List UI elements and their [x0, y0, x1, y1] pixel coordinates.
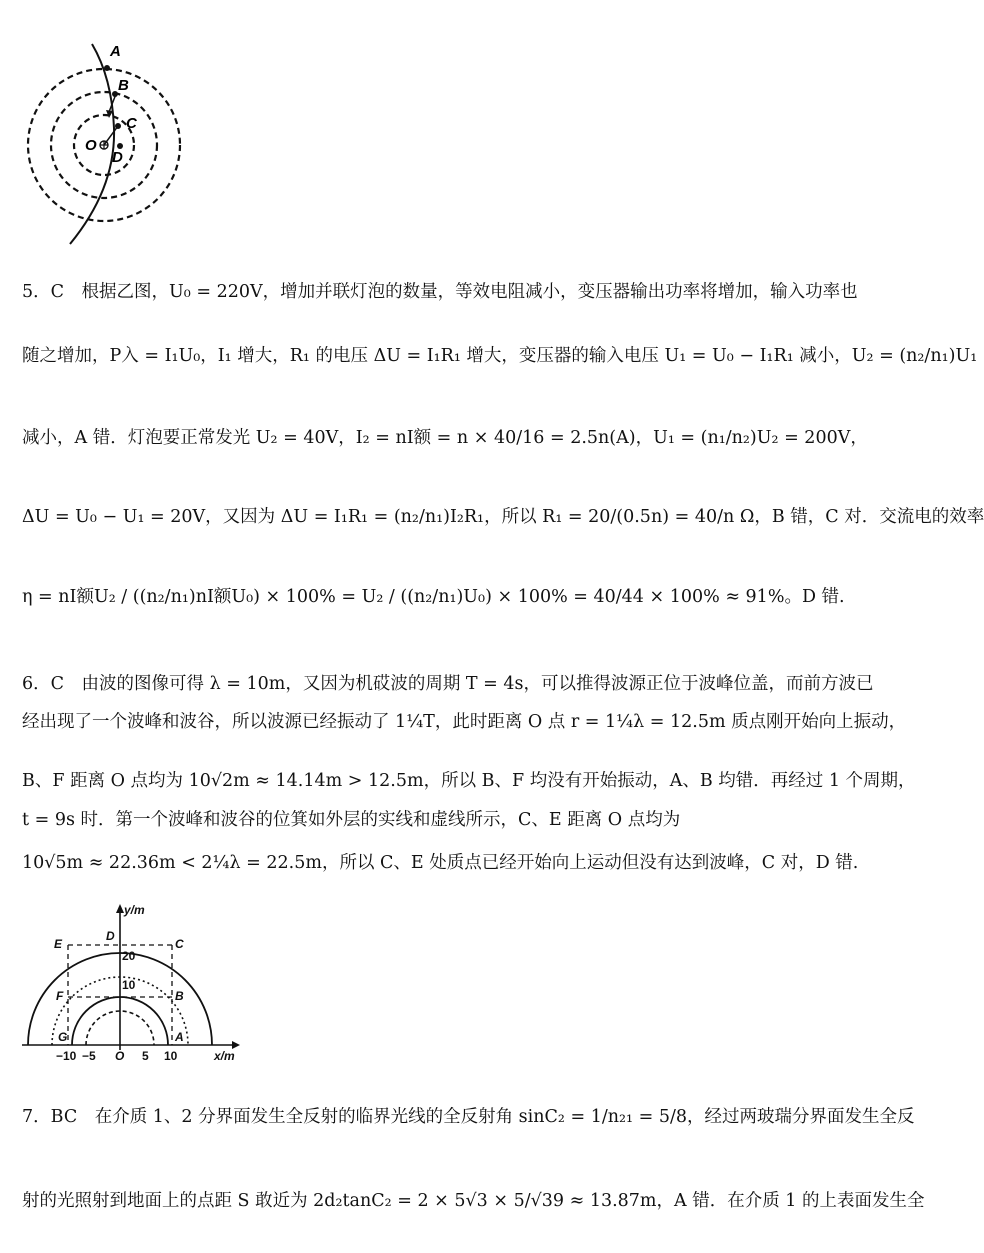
q6-line-2: 经出现了一个波峰和波谷，所以波源已经振动了 1¼T，此时距离 O 点 r = 1¼λ = 12.5m 质点刚开始向上振动， — [22, 712, 907, 732]
q6-line-3: B、F 距离 O 点均为 10√2m ≈ 14.14m > 12.5m，所以 B、F 均没有开始振动，A、B 均错．再经过 1 个周期， — [22, 771, 916, 791]
fig2-point-F: F — [56, 989, 64, 1003]
fig2-point-G: G — [58, 1030, 68, 1044]
fig1-label-D: D — [112, 149, 123, 166]
fig1-label-O: O — [85, 137, 97, 154]
fig2-point-B: B — [175, 989, 184, 1003]
fig2-xtick-10: 10 — [164, 1049, 178, 1063]
fig2-point-D: D — [106, 929, 115, 943]
fig1-label-A: A — [110, 43, 121, 60]
fig2-ylabel: y/m — [124, 903, 145, 917]
fig2-xtick-5: 5 — [142, 1049, 149, 1063]
fig2-point-E: E — [54, 937, 63, 951]
q5-line-3: 减小，A 错．灯泡要正常发光 U₂ = 40V，I₂ = nI额 = n × 40/16 = 2.5n(A)，U₁ = (n₁/n₂)U₂ = 200V， — [22, 428, 868, 448]
fig2-xlabel: x/m — [214, 1049, 235, 1063]
fig2-ytick-20: 20 — [122, 949, 136, 963]
q5-line-1: 5．C 根据乙图，U₀ = 220V，增加并联灯泡的数量，等效电阻减小，变压器输出功率将增加，输入功率也 — [22, 282, 858, 302]
q6-line-1: 6．C 由波的图像可得 λ = 10m，又因为机砹波的周期 T = 4s，可以推得波源正位于波峰位盖，而前方波已 — [22, 674, 874, 694]
q6-line-5: 10√5m ≈ 22.36m < 2¼λ = 22.5m，所以 C、E 处质点已经开始向上运动但没有达到波峰，C 对，D 错. — [22, 853, 859, 873]
q5-line-4: ΔU = U₀ − U₁ = 20V，又因为 ΔU = I₁R₁ = (n₂/n₁)I₂R₁，所以 R₁ = 20/(0.5n) = 40/n Ω，B 错，C 对．交流电的效率 — [22, 507, 984, 527]
fig2-point-A: A — [175, 1030, 184, 1044]
q5-line-2: 随之增加，P入 = I₁U₀，I₁ 增大，R₁ 的电压 ΔU = I₁R₁ 增大，变压器的输入电压 U₁ = U₀ − I₁R₁ 减小，U₂ = (n₂/n₁)U₁ — [22, 346, 978, 366]
q5-line-5: η = nI额U₂ / ((n₂/n₁)nI额U₀) × 100% = U₂ / ((n₂/n₁)U₀) × 100% = 40/44 × 100% ≈ 91%。D 错. — [22, 587, 845, 607]
fig2-xtick-O: O — [115, 1049, 125, 1063]
fig2-xtick-neg10: −10 — [56, 1049, 77, 1063]
fig1-label-B: B — [118, 77, 129, 94]
fig2-ytick-10: 10 — [122, 978, 136, 992]
figure-concentric-waves — [14, 38, 194, 248]
fig2-point-C: C — [175, 937, 184, 951]
fig1-label-C: C — [126, 115, 137, 132]
q7-line-1: 7．BC 在介质 1、2 分界面发生全反射的临界光线的全反射角 sinC₂ = 1/n₂₁ = 5/8，经过两玻瑞分界面发生全反 — [22, 1107, 915, 1127]
q6-line-4: t = 9s 时．第一个波峰和波谷的位箕如外层的实线和虚线所示，C、E 距离 O 点均为 — [22, 810, 681, 830]
q7-line-2: 射的光照射到地面上的点距 S 敢近为 2d₂tanC₂ = 2 × 5√3 × 5/√39 ≈ 13.87m，A 错．在介质 1 的上表面发生全 — [22, 1191, 925, 1211]
figure-wave-semicircles — [18, 900, 248, 1065]
fig2-xtick-neg5: −5 — [82, 1049, 96, 1063]
